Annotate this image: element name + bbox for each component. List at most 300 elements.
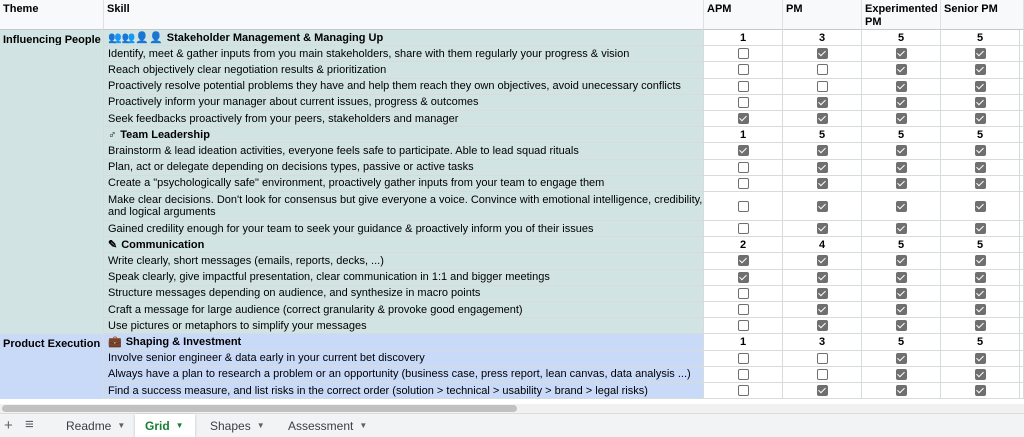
checkbox-apm-cell — [704, 318, 783, 334]
checkbox-senior-pm-cell — [941, 270, 1020, 286]
sheet-tab-label: Readme — [66, 418, 112, 433]
level-senior-pm-cell[interactable]: 5 — [941, 30, 1020, 46]
grid-edge — [1020, 351, 1024, 367]
grid-edge — [1020, 286, 1024, 302]
checkbox-unchecked[interactable] — [817, 64, 828, 75]
checkbox-pm-cell — [783, 367, 862, 383]
checkbox-senior-pm-cell — [941, 95, 1020, 111]
checkbox-experimented-pm-cell — [862, 95, 941, 111]
skill-cell[interactable] — [104, 367, 704, 383]
checkbox-checked[interactable] — [975, 64, 986, 75]
checkbox-checked[interactable] — [975, 48, 986, 59]
skill-row — [0, 221, 1024, 237]
skill-row — [0, 302, 1024, 318]
skill-label: Speak clearly, give impactful presentation, clear communication in 1:1 and bigger meetings — [108, 271, 550, 284]
level-pm-cell[interactable]: 3 — [783, 30, 862, 46]
skill-row — [0, 79, 1024, 95]
skill-cell[interactable] — [104, 46, 704, 62]
skill-label: Identify, meet & gather inputs from you main stakeholders, share with them regularly your progress & vision — [108, 47, 630, 60]
checkbox-checked[interactable] — [896, 288, 907, 299]
grid-edge — [1020, 237, 1024, 253]
skill-cell[interactable] — [104, 351, 704, 367]
checkbox-checked[interactable] — [817, 48, 828, 59]
grid-edge — [1020, 334, 1024, 350]
level-apm-cell[interactable]: 1 — [704, 127, 783, 143]
skill-cell[interactable] — [104, 160, 704, 176]
theme-cell[interactable]: Product Execution — [0, 334, 104, 350]
skill-cell[interactable] — [104, 383, 704, 399]
checkbox-apm-cell — [704, 176, 783, 192]
theme-cell[interactable] — [0, 383, 104, 399]
level-senior-pm-cell[interactable]: 5 — [941, 127, 1020, 143]
checkbox-unchecked[interactable] — [738, 201, 749, 212]
theme-cell[interactable] — [0, 111, 104, 127]
checkbox-unchecked[interactable] — [738, 48, 749, 59]
checkbox-apm-cell — [704, 46, 783, 62]
checkbox-checked[interactable] — [817, 320, 828, 331]
checkbox-checked[interactable] — [817, 255, 828, 266]
checkbox-unchecked[interactable] — [738, 288, 749, 299]
checkbox-checked[interactable] — [896, 353, 907, 364]
skill-label: Create a "psychologically safe" environment, proactively gather inputs from your team to engage them — [108, 177, 605, 190]
grid-edge — [1020, 367, 1024, 383]
checkbox-checked[interactable] — [896, 145, 907, 156]
sheet-tab-bar — [0, 413, 1024, 437]
skill-label: Seek feedbacks proactively from your peers, stakeholders and manager — [108, 112, 459, 125]
section-title-cell[interactable] — [104, 127, 704, 143]
skill-cell[interactable] — [104, 286, 704, 302]
checkbox-unchecked[interactable] — [738, 162, 749, 173]
checkbox-senior-pm-cell — [941, 383, 1020, 399]
checkbox-experimented-pm-cell — [862, 286, 941, 302]
skill-cell[interactable] — [104, 270, 704, 286]
checkbox-checked[interactable] — [817, 201, 828, 212]
checkbox-apm-cell — [704, 192, 783, 221]
checkbox-checked[interactable] — [975, 304, 986, 315]
checkbox-apm-cell — [704, 253, 783, 269]
grid-edge — [1020, 253, 1024, 269]
grid-edge — [1020, 221, 1024, 237]
checkbox-apm-cell — [704, 286, 783, 302]
checkbox-checked[interactable] — [975, 81, 986, 92]
skill-label: Craft a message for large audience (correct granularity & provoke good engagement) — [108, 303, 523, 316]
checkbox-senior-pm-cell — [941, 367, 1020, 383]
checkbox-checked[interactable] — [975, 223, 986, 234]
checkbox-checked[interactable] — [817, 178, 828, 189]
checkbox-checked[interactable] — [738, 145, 749, 156]
skill-label: Proactively resolve potential problems they have and help them reach they own objectives, avoid unecessary conflicts — [108, 80, 681, 93]
skill-row — [0, 383, 1024, 399]
checkbox-checked[interactable] — [975, 255, 986, 266]
theme-cell[interactable] — [0, 318, 104, 334]
column-header-theme[interactable] — [0, 0, 104, 30]
checkbox-pm-cell — [783, 302, 862, 318]
scrollbar-thumb[interactable] — [2, 405, 517, 412]
skill-cell[interactable] — [104, 176, 704, 192]
checkbox-unchecked[interactable] — [817, 81, 828, 92]
theme-cell[interactable] — [0, 237, 104, 253]
checkbox-senior-pm-cell — [941, 253, 1020, 269]
checkbox-checked[interactable] — [975, 272, 986, 283]
checkbox-senior-pm-cell — [941, 111, 1020, 127]
checkbox-experimented-pm-cell — [862, 176, 941, 192]
tab-dropdown-arrow-icon[interactable]: ▼ — [256, 421, 265, 430]
checkbox-experimented-pm-cell — [862, 253, 941, 269]
section-title-cell[interactable] — [104, 30, 704, 46]
checkbox-senior-pm-cell — [941, 351, 1020, 367]
checkbox-pm-cell — [783, 253, 862, 269]
tab-dropdown-arrow-icon[interactable]: ▼ — [175, 421, 184, 430]
checkbox-checked[interactable] — [975, 113, 986, 124]
theme-cell[interactable] — [0, 79, 104, 95]
skill-row — [0, 160, 1024, 176]
tab-dropdown-arrow-icon[interactable]: ▼ — [359, 421, 368, 430]
skill-row — [0, 318, 1024, 334]
checkbox-checked[interactable] — [975, 178, 986, 189]
checkbox-pm-cell — [783, 46, 862, 62]
checkbox-checked[interactable] — [817, 304, 828, 315]
grid-edge — [1020, 30, 1024, 46]
checkbox-pm-cell — [783, 160, 862, 176]
grid-edge — [1020, 192, 1024, 221]
checkbox-checked[interactable] — [975, 97, 986, 108]
checkbox-pm-cell — [783, 192, 862, 221]
horizontal-scrollbar[interactable] — [0, 404, 1024, 413]
sheet-tab-label: Shapes — [210, 418, 251, 433]
section-row — [0, 30, 1024, 46]
checkbox-apm-cell — [704, 351, 783, 367]
skill-row — [0, 111, 1024, 127]
checkbox-senior-pm-cell — [941, 302, 1020, 318]
checkbox-unchecked[interactable] — [738, 81, 749, 92]
checkbox-pm-cell — [783, 79, 862, 95]
skill-cell[interactable] — [104, 95, 704, 111]
checkbox-senior-pm-cell — [941, 318, 1020, 334]
plus-icon[interactable]: + — [4, 417, 13, 434]
skill-label: Always have a plan to research a problem or an opportunity (business case, press report, lean canvas, data analysis ...) — [108, 368, 691, 381]
level-experimented-pm-cell[interactable]: 5 — [862, 237, 941, 253]
theme-cell[interactable] — [0, 270, 104, 286]
checkbox-senior-pm-cell — [941, 176, 1020, 192]
column-header-theme-label: Theme — [3, 3, 39, 15]
skill-label: Proactively inform your manager about current issues, progress & outcomes — [108, 96, 479, 109]
checkbox-apm-cell — [704, 221, 783, 237]
level-senior-pm-cell[interactable]: 5 — [941, 237, 1020, 253]
grid-edge — [1020, 270, 1024, 286]
checkbox-checked[interactable] — [975, 288, 986, 299]
checkbox-unchecked[interactable] — [738, 304, 749, 315]
theme-cell[interactable] — [0, 62, 104, 78]
sheet-tab-shapes[interactable] — [200, 414, 274, 437]
column-header-apm[interactable] — [704, 0, 783, 30]
grid-edge — [1020, 95, 1024, 111]
theme-cell[interactable] — [0, 176, 104, 192]
checkbox-experimented-pm-cell — [862, 318, 941, 334]
checkbox-checked[interactable] — [896, 272, 907, 283]
checkbox-checked[interactable] — [817, 385, 828, 396]
checkbox-pm-cell — [783, 318, 862, 334]
theme-cell[interactable] — [0, 302, 104, 318]
skill-row — [0, 46, 1024, 62]
checkbox-experimented-pm-cell — [862, 143, 941, 159]
level-pm-cell[interactable]: 4 — [783, 237, 862, 253]
checkbox-checked[interactable] — [896, 162, 907, 173]
skill-cell[interactable] — [104, 111, 704, 127]
checkbox-checked[interactable] — [817, 97, 828, 108]
grid-edge — [1020, 62, 1024, 78]
checkbox-checked[interactable] — [896, 201, 907, 212]
skill-cell[interactable] — [104, 253, 704, 269]
checkbox-checked[interactable] — [896, 385, 907, 396]
skill-row — [0, 367, 1024, 383]
skill-label: Use pictures or metaphors to simplify your messages — [108, 319, 367, 332]
checkbox-senior-pm-cell — [941, 286, 1020, 302]
checkbox-checked[interactable] — [817, 288, 828, 299]
skill-cell[interactable] — [104, 143, 704, 159]
checkbox-unchecked[interactable] — [738, 369, 749, 380]
checkbox-apm-cell — [704, 143, 783, 159]
skill-row — [0, 192, 1024, 221]
checkbox-unchecked[interactable] — [738, 320, 749, 331]
checkbox-pm-cell — [783, 176, 862, 192]
checkbox-checked[interactable] — [975, 385, 986, 396]
theme-cell[interactable] — [0, 221, 104, 237]
checkbox-checked[interactable] — [896, 304, 907, 315]
grid-edge — [1020, 46, 1024, 62]
tab-dropdown-arrow-icon[interactable]: ▼ — [117, 421, 126, 430]
checkbox-checked[interactable] — [896, 113, 907, 124]
checkbox-apm-cell — [704, 79, 783, 95]
skill-row — [0, 351, 1024, 367]
checkbox-checked[interactable] — [975, 201, 986, 212]
checkbox-pm-cell — [783, 383, 862, 399]
checkbox-experimented-pm-cell — [862, 62, 941, 78]
grid-edge — [1020, 176, 1024, 192]
sheet-tab-grid[interactable] — [135, 414, 195, 437]
checkbox-unchecked[interactable] — [738, 64, 749, 75]
column-header-apm-label: APM — [707, 3, 732, 15]
grid-edge — [1020, 160, 1024, 176]
skill-cell[interactable] — [104, 192, 704, 221]
checkbox-experimented-pm-cell — [862, 46, 941, 62]
skill-row — [0, 95, 1024, 111]
skill-label: Plan, act or delegate depending on decisions types, passive or active tasks — [108, 161, 474, 174]
skill-cell[interactable] — [104, 302, 704, 318]
checkbox-checked[interactable] — [817, 162, 828, 173]
checkbox-checked[interactable] — [738, 255, 749, 266]
skill-cell[interactable] — [104, 79, 704, 95]
checkbox-checked[interactable] — [975, 145, 986, 156]
skill-row — [0, 253, 1024, 269]
checkbox-pm-cell — [783, 286, 862, 302]
checkbox-unchecked[interactable] — [738, 223, 749, 234]
checkbox-checked[interactable] — [975, 320, 986, 331]
checkbox-checked[interactable] — [817, 223, 828, 234]
checkbox-pm-cell — [783, 111, 862, 127]
checkbox-experimented-pm-cell — [862, 351, 941, 367]
theme-cell[interactable]: Influencing People — [0, 30, 104, 46]
checkbox-senior-pm-cell — [941, 46, 1020, 62]
theme-cell[interactable] — [0, 367, 104, 383]
checkbox-checked[interactable] — [975, 369, 986, 380]
sheet-tab-label: Grid — [145, 418, 170, 433]
grid-edge — [1020, 318, 1024, 334]
checkbox-checked[interactable] — [896, 320, 907, 331]
theme-cell[interactable] — [0, 143, 104, 159]
column-header-pm[interactable] — [783, 0, 862, 30]
checkbox-senior-pm-cell — [941, 62, 1020, 78]
level-pm-cell[interactable]: 3 — [783, 334, 862, 350]
checkbox-checked[interactable] — [817, 113, 828, 124]
section-row — [0, 127, 1024, 143]
checkbox-experimented-pm-cell — [862, 367, 941, 383]
column-header-senior-pm-label: Senior PM — [944, 3, 998, 15]
checkbox-senior-pm-cell — [941, 192, 1020, 221]
checkbox-experimented-pm-cell — [862, 302, 941, 318]
theme-cell[interactable] — [0, 192, 104, 221]
checkbox-checked[interactable] — [896, 178, 907, 189]
skill-row — [0, 286, 1024, 302]
checkbox-checked[interactable] — [896, 48, 907, 59]
sheet-tab-label: Assessment — [288, 418, 354, 433]
theme-cell[interactable] — [0, 95, 104, 111]
checkbox-checked[interactable] — [896, 223, 907, 234]
column-header-senior-pm[interactable] — [941, 0, 1024, 30]
section-title-cell[interactable] — [104, 237, 704, 253]
level-experimented-pm-cell[interactable]: 5 — [862, 30, 941, 46]
level-apm-cell[interactable]: 1 — [704, 334, 783, 350]
skill-label: Find a success measure, and list risks in the correct order (solution > technical > usability > brand > legal risks) — [108, 384, 648, 397]
level-pm-cell[interactable]: 5 — [783, 127, 862, 143]
checkbox-apm-cell — [704, 383, 783, 399]
skill-cell[interactable] — [104, 318, 704, 334]
checkbox-senior-pm-cell — [941, 143, 1020, 159]
level-apm-cell[interactable]: 2 — [704, 237, 783, 253]
section-row — [0, 334, 1024, 350]
column-header-pm-label: PM — [786, 3, 803, 15]
checkbox-checked[interactable] — [738, 272, 749, 283]
checkbox-pm-cell — [783, 62, 862, 78]
checkbox-unchecked[interactable] — [817, 353, 828, 364]
theme-cell[interactable] — [0, 46, 104, 62]
checkbox-unchecked[interactable] — [738, 385, 749, 396]
people-icon: 👥👥👤👤 — [108, 31, 163, 44]
skill-label: Structure messages depending on audience, and synthesize in macro points — [108, 287, 481, 300]
checkbox-checked[interactable] — [738, 113, 749, 124]
checkbox-pm-cell — [783, 351, 862, 367]
checkbox-senior-pm-cell — [941, 221, 1020, 237]
checkbox-checked[interactable] — [817, 272, 828, 283]
grid-edge — [1020, 143, 1024, 159]
section-title-cell[interactable] — [104, 334, 704, 350]
skill-label: Brainstorm & lead ideation activities, everyone feels safe to participate. Able to lead squad rituals — [108, 144, 579, 157]
theme-cell[interactable] — [0, 286, 104, 302]
theme-cell[interactable] — [0, 253, 104, 269]
checkbox-apm-cell — [704, 367, 783, 383]
checkbox-apm-cell — [704, 160, 783, 176]
checkbox-pm-cell — [783, 270, 862, 286]
checkbox-checked[interactable] — [896, 97, 907, 108]
checkbox-checked[interactable] — [896, 255, 907, 266]
level-experimented-pm-cell[interactable]: 5 — [862, 334, 941, 350]
theme-cell[interactable] — [0, 127, 104, 143]
skill-label: Gained credility enough for your team to seek your guidance & proactively inform you of their issues — [108, 222, 594, 235]
checkbox-pm-cell — [783, 143, 862, 159]
checkbox-checked[interactable] — [975, 353, 986, 364]
checkbox-apm-cell — [704, 95, 783, 111]
checkbox-experimented-pm-cell — [862, 111, 941, 127]
checkbox-experimented-pm-cell — [862, 79, 941, 95]
level-experimented-pm-cell[interactable]: 5 — [862, 127, 941, 143]
sheet-tab-readme[interactable] — [56, 414, 134, 437]
checkbox-experimented-pm-cell — [862, 192, 941, 221]
checkbox-apm-cell — [704, 270, 783, 286]
checkbox-experimented-pm-cell — [862, 383, 941, 399]
column-header-experimented-pm[interactable] — [862, 0, 941, 30]
checkbox-pm-cell — [783, 221, 862, 237]
checkbox-apm-cell — [704, 302, 783, 318]
checkbox-unchecked[interactable] — [817, 369, 828, 380]
checkbox-senior-pm-cell — [941, 79, 1020, 95]
level-senior-pm-cell[interactable]: 5 — [941, 334, 1020, 350]
grid-edge — [1020, 383, 1024, 399]
checkbox-unchecked[interactable] — [738, 178, 749, 189]
checkbox-apm-cell — [704, 111, 783, 127]
skill-label: Involve senior engineer & data early in your current bet discovery — [108, 352, 425, 365]
checkbox-senior-pm-cell — [941, 160, 1020, 176]
checkbox-experimented-pm-cell — [862, 270, 941, 286]
skill-row — [0, 62, 1024, 78]
grid-edge — [1020, 79, 1024, 95]
skill-label: Make clear decisions. Don't look for consensus but give everyone a voice. Convince with emotional intelligence, credibility, and logical arguments — [108, 194, 703, 218]
checkbox-experimented-pm-cell — [862, 160, 941, 176]
column-header-skill-label: Skill — [107, 3, 130, 15]
section-title: Communication — [121, 238, 205, 251]
column-header-skill[interactable] — [104, 0, 704, 30]
section-row — [0, 237, 1024, 253]
checkbox-experimented-pm-cell — [862, 221, 941, 237]
skill-cell[interactable] — [104, 221, 704, 237]
team-leadership-icon: ♂ — [108, 128, 117, 141]
checkbox-unchecked[interactable] — [738, 353, 749, 364]
checkbox-checked[interactable] — [896, 64, 907, 75]
checkbox-pm-cell — [783, 95, 862, 111]
sheet-tab-assessment[interactable] — [278, 414, 372, 437]
skill-label: Write clearly, short messages (emails, reports, decks, ...) — [108, 254, 384, 267]
briefcase-icon: 💼 — [108, 335, 122, 348]
skill-row — [0, 270, 1024, 286]
section-title: Stakeholder Management & Managing Up — [166, 31, 384, 44]
theme-cell[interactable] — [0, 160, 104, 176]
checkbox-checked[interactable] — [817, 145, 828, 156]
checkbox-checked[interactable] — [975, 162, 986, 173]
grid-edge — [1020, 127, 1024, 143]
level-apm-cell[interactable]: 1 — [704, 30, 783, 46]
section-title: Team Leadership — [120, 128, 210, 141]
skill-row — [0, 143, 1024, 159]
grid-edge — [1020, 302, 1024, 318]
theme-cell[interactable] — [0, 351, 104, 367]
checkbox-checked[interactable] — [896, 369, 907, 380]
sheets-list-icon[interactable]: ≡ — [25, 416, 34, 433]
checkbox-checked[interactable] — [896, 81, 907, 92]
skill-row — [0, 176, 1024, 192]
grid-edge — [1020, 111, 1024, 127]
skill-label: Reach objectively clear negotiation results & prioritization — [108, 63, 387, 76]
checkbox-unchecked[interactable] — [738, 97, 749, 108]
pen-icon: ✎ — [108, 238, 118, 251]
skill-cell[interactable] — [104, 62, 704, 78]
